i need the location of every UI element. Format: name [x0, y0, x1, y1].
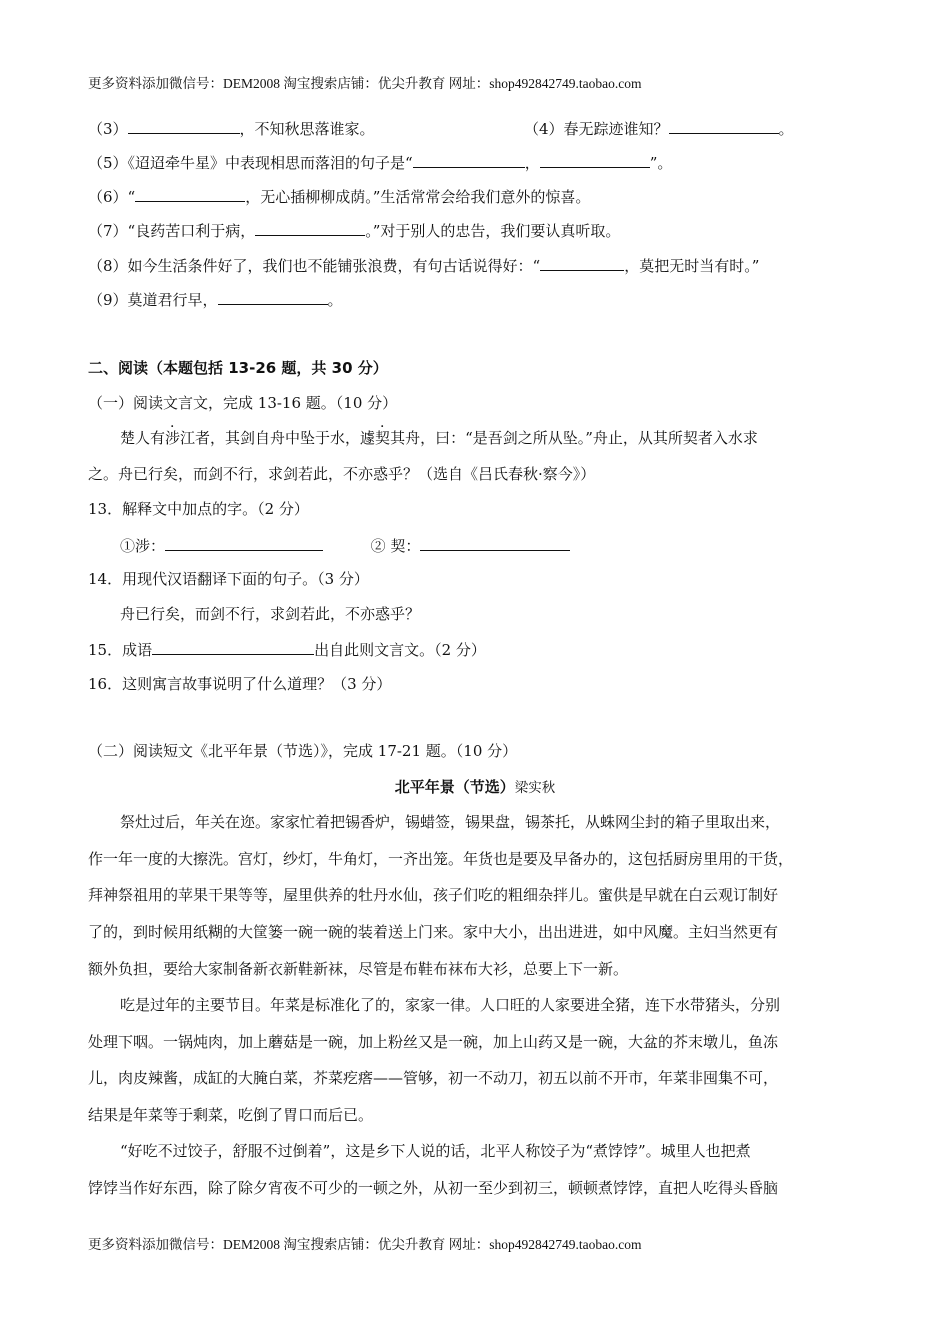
section-heading: 二、阅读（本题包括 13-26 题，共 30 分） [88, 359, 388, 377]
passage-line: “好吃不过饺子，舒服不过倒着”，这是乡下人说的话，北平人称饺子为“煮饽饽”。城里人也把煮 [120, 1142, 751, 1160]
text-seg: 江者，其剑自舟中坠于水，遽 [180, 429, 376, 447]
q13-b-label: ② 契： [370, 537, 421, 555]
q9-blank[interactable] [218, 289, 328, 305]
q4-blank[interactable] [669, 118, 779, 134]
fill-q5 [88, 152, 672, 173]
passage-line: 儿，肉皮辣酱，成缸的大腌白菜，芥菜疙瘩——管够，初一不动刀，初五以前不开市，年菜非囤集不可， [88, 1069, 779, 1087]
part1-heading: （一）阅读文言文，完成 13-16 题。（10 分） [88, 394, 398, 412]
q3-text: ，不知秋思落谁家。 [239, 120, 375, 138]
q14-sentence: 舟已行矣，而剑不行，求剑若此，不亦惑乎？ [120, 605, 421, 623]
q15-end: 出自此则文言文。（2 分） [314, 641, 486, 659]
page-header: 更多资料添加微信号：DEM2008 淘宝搜索店铺：优尖升教育 网址：shop492842749.taobao.com [88, 76, 642, 91]
q9-end: 。 [327, 291, 343, 309]
passage-line: 结果是年菜等于剩菜，吃倒了胃口而后已。 [88, 1106, 374, 1124]
passage-line: 拜神祭祖用的苹果干果等等，屋里供养的牡丹水仙，孩子们吃的粗细杂拌儿。蜜供是早就在白云观订制好 [88, 886, 779, 904]
q13-a-blank[interactable] [165, 535, 323, 551]
passage-line: 额外负担，要给大家制备新衣新鞋新袜，尽管是布鞋布袜布大衫，总要上下一新。 [88, 960, 629, 978]
q9-text: （9）莫道君行早， [88, 291, 218, 309]
q15-text: 15．成语 [88, 641, 153, 659]
q6-label: （6）“ [88, 188, 136, 206]
passage-line: 处理下咽。一锅炖肉，加上蘑菇是一碗，加上粉丝又是一碗，加上山药又是一碗，大盆的芥末墩儿，鱼冻 [88, 1033, 779, 1051]
q15-blank[interactable] [152, 639, 314, 655]
passage-title [0, 776, 950, 797]
q7-text: （7）“良药苦口利于病， [88, 222, 256, 240]
q13: 13．解释文中加点的字。（2 分） [88, 500, 309, 518]
passage-line: 作一年一度的大擦洗。宫灯，纱灯，牛角灯，一齐出笼。年货也是要及早备办的，这包括厨房里用的干货， [88, 850, 794, 868]
q14: 14．用现代汉语翻译下面的句子。（3 分） [88, 570, 369, 588]
q5-blank-2[interactable] [540, 152, 650, 168]
q6-text: ，无心插柳柳成荫。”生活常常会给我们意外的惊喜。 [245, 188, 591, 206]
q5-end: ”。 [649, 154, 673, 172]
passage-line: 了的，到时候用纸糊的大筐篓一碗一碗的装着送上门来。家中大小，出出进进，如中风魔。主妇当然更有 [88, 923, 779, 941]
q5-comma: ， [524, 154, 540, 172]
classical-text-line1 [120, 428, 758, 448]
title-text: 北平年景（节选） [394, 778, 515, 796]
q13-a-label: ①涉： [120, 537, 166, 555]
q5-blank-1[interactable] [413, 152, 525, 168]
fill-q8 [88, 255, 759, 276]
q4-text: （4）春无踪迹谁知？ [524, 120, 669, 138]
q8-end: ，莫把无时当有时。” [624, 257, 760, 275]
q8-text: （8）如今生活条件好了，我们也不能铺张浪费，有句古话说得好：“ [88, 257, 541, 275]
fill-q3-q4 [88, 118, 794, 139]
text-seg: 楚人有 [120, 429, 166, 447]
dotted-char-qi: 契 [375, 429, 391, 447]
q15 [88, 639, 486, 660]
q5-text: （5）《迢迢牵牛星》中表现相思而落泪的句子是“ [88, 154, 413, 172]
fill-q9 [88, 289, 343, 310]
page-footer: 更多资料添加微信号：DEM2008 淘宝搜索店铺：优尖升教育 网址：shop492842749.taobao.com [88, 1237, 642, 1252]
dotted-char-she: 涉 [165, 429, 181, 447]
q3-blank[interactable] [128, 118, 240, 134]
q13-answers [120, 535, 570, 556]
q13-b-blank[interactable] [420, 535, 570, 551]
fill-q7 [88, 220, 620, 241]
text-seg: 其舟，曰：“是吾剑之所从坠。”舟止，从其所契者入水求 [390, 429, 758, 447]
q8-blank[interactable] [540, 255, 624, 271]
q4-end: 。 [778, 120, 794, 138]
passage-line: 祭灶过后，年关在迩。家家忙着把锡香炉，锡蜡签，锡果盘，锡茶托，从蛛网尘封的箱子里取出来， [120, 813, 781, 831]
q6-blank[interactable] [135, 186, 245, 202]
part2-heading: （二）阅读短文《北平年景（节选）》，完成 17-21 题。（10 分） [88, 742, 518, 760]
q3-label: （3） [88, 120, 128, 138]
author: 梁实秋 [514, 780, 556, 796]
q16: 16．这则寓言故事说明了什么道理？（3 分） [88, 675, 392, 693]
fill-q6 [88, 186, 590, 207]
classical-text-line2: 之。舟已行矣，而剑不行，求剑若此，不亦惑乎？（选自《吕氏春秋·察今》） [88, 465, 596, 483]
q7-end: 。”对于别人的忠告，我们要认真听取。 [365, 222, 621, 240]
passage-line: 饽饽当作好东西，除了除夕宵夜不可少的一顿之外，从初一至少到初三，顿顿煮饽饽，直把人吃得头昏脑 [88, 1179, 779, 1197]
q7-blank[interactable] [255, 220, 365, 236]
passage-line: 吃是过年的主要节目。年菜是标准化了的，家家一律。人口旺的人家要进全猪，连下水带猪头，分别 [120, 996, 781, 1014]
